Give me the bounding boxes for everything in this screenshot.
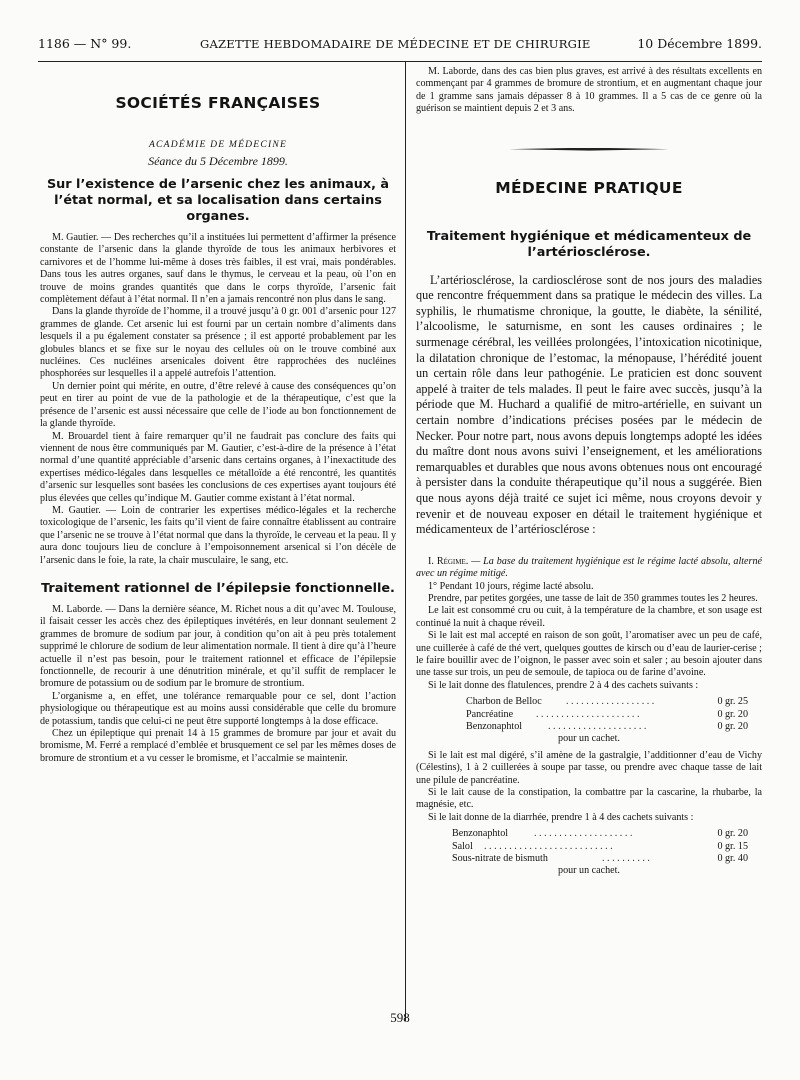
issue-number: 1186 — N° 99. [38,36,132,51]
prescription-table-flatulence [466,696,748,733]
page-number: 598 [390,1010,410,1025]
article-title-arsenic: Sur l’existence de l’arsenic chez les animaux, à l’état normal, et sa localisation dans certains organes. [46,177,390,224]
drug-name: Salol [452,840,473,852]
column-divider [405,61,406,1021]
drug-name: Benzonaphtol [452,828,509,840]
regime-text: — La base du traitement hygiénique est le régime lacté absolu, alterné avec un régime mitigé. [416,555,762,580]
paragraph: Si le lait cause de la constipation, la combattre par la cascarine, la rhubarbe, la magnésie, etc. [416,786,762,811]
article-title-epilepsie: Traitement rationnel de l’épilepsie fonctionnelle. [41,580,395,596]
drug-dose: 0 gr. 20 [717,720,748,732]
drug-dose: 0 gr. 20 [717,828,748,840]
issue-date: 10 Décembre 1899. [637,36,762,51]
prescription-row: Sous-nitrate de bismuth . . . . . . . . . . 0 gr. 40 [452,852,748,864]
article-title-arteriosclerose: Traitement hygiénique et médicamenteux de l’artériosclérose. [426,228,752,260]
right-column [416,66,762,1016]
paragraph: Dans la glande thyroïde de l’homme, il a trouvé jusqu’à 0 gr. 001 d’arsenic pour 127 grammes de glande. Cet arsenic lui est fourni par un certain nombre d’aliments dans lesquels il a pu également constater sa présence ; il est apporté probablement par les globules blancs et se fixe sur le noyau des cellules où on le trouve combiné aux nucléines. Ces nucléines arsenicales doivent être rapprochées des nucléines phosphorées sur lesquelles il a appelé autrefois l’attention. [40,306,396,380]
prescription-row: Salol . . . . . . . . . . . . . . . . . . . . . . . . . . 0 gr. 15 [452,840,748,852]
article-body-epilepsie [40,604,396,765]
regime-label: I. Régime. [428,555,469,567]
intro-paragraph: L’artériosclérose, la cardiosclérose sont de nos jours des maladies que rencontre fréquemment dans sa pratique le médecin des villes. La syphilis, le rhumatisme chronique, la goutte, le diabète, la sénilité, l’alcoolisme, le saturnisme, en sont les causes ordinaires ; le surmenage cérébral, les veillées prolongées, l’intoxication nicotinique, la dilatation chronique de l’estomac, la ménopause, l’hérédité jouent un certain rôle dans leur pathogénie. Le praticien est donc souvent appelé à traiter de tels malades. Il peut le faire avec succès, jusqu’à la période que M. Huchard a qualifié de mitro-artérielle, en suivant un certain nombre d’indications précises posées par le médecin de Necker. Pour notre part, nous avons depuis longtemps adopté les idées du maître dont nous avons suivi l’enseignement, et les améliorations remarquables et durables que nous avons obtenues nous ont encouragé à persister dans la conduite thérapeutique qu’il nous a suggérée. Bien que nous ayons déjà traité ce sujet ici même, nous croyons devoir y revenir et de nouveau exposer en détail le traitement hygiénique et médicamenteux de l’artériosclérose : [416,272,762,537]
article-body-arsenic [40,232,396,567]
paragraph: L’organisme a, en effet, une tolérance remarquable pour ce sel, dont l’action physiologique ou thérapeutique est au moins aussi considérable que celle du bromure de potassium, tandis que celui-ci ne peut être supporté longtemps à la dose efficace. [40,690,396,727]
continuation-paragraph: M. Laborde, dans des cas bien plus graves, est arrivé à des résultats excellents en commençant par 4 grammes de bromure de strontium, et en augmentant chaque jour de 1 gramme sans jamais dépasser 8 à 10 grammes. Il a 5 cas de ce genre où la guérison se maintient depuis 2 et 3 ans. [416,66,762,115]
drug-dose: 0 gr. 20 [717,708,748,720]
session-date: Séance du 5 Décembre 1899. [148,154,288,168]
drug-name: Pancréatine [466,708,514,720]
drug-dose: 0 gr. 15 [717,840,748,852]
section-title-medecine: MÉDECINE PRATIQUE [495,178,683,197]
running-header [38,36,762,56]
section-title-societes: SOCIÉTÉS FRANÇAISES [115,94,321,112]
cachet-note: pour un cachet. [558,865,620,877]
regime-paragraph [416,556,762,581]
prescription-row: Charbon de Belloc . . . . . . . . . . . . . . . . . . 0 gr. 25 [466,696,748,708]
drug-dose: 0 gr. 40 [717,852,748,864]
paragraph: Chez un épileptique qui prenait 14 à 15 grammes de bromure par jour et avait du bromisme, M. Ferré a remplacé d’emblée et brusquement ce sel par les mêmes doses de bromure de strontium et a vu cesser le bromisme, et l’accalmie se maintenir. [40,728,396,764]
journal-title: GAZETTE HEBDOMADAIRE DE MÉDECINE ET DE CHIRURGIE [200,37,591,51]
cachet-note: pour un cachet. [558,733,620,745]
paragraph: M. Gautier. — Des recherches qu’il a instituées lui permettent d’affirmer la présence constante de l’arsenic dans la glande thyroïde de tous les animaux herbivores et carnivores et de l’homme lui-même à doses très faibles, il est vrai, mais pondérables. Dans tous les autres organes, sauf dans le thymus, le cerveau et la peau, où l’on en trouve de moins grandes quantités que dans le corps thyroïde, l’arsenic fait complètement défaut à l’état normal. Il n’en a jamais rencontré non plus dans le sang. [40,232,396,306]
paragraph: M. Brouardel tient à faire remarquer qu’il ne faudrait pas conclure des faits qui viennent de nous être communiqués par M. Gautier, c’est-à-dire de la présence à l’état normal d’une quantité appréciable d’arsenic dans certains organes, à l’inexactitude des expertises médico-légales dans lesquelles ce métalloïde a été rencontré, les quantités d’arsenic sur lesquelles sont basées les conclusions de ces expertises ayant toujours été plus élevées que celles qu’indique M. Gautier comme existant à l’état normal. [40,430,396,504]
drug-name: Charbon de Belloc [466,696,542,708]
paragraph: Prendre, par petites gorgées, une tasse de lait de 350 grammes toutes les 2 heures. [428,592,758,604]
drug-name: Benzonaphtol [466,720,523,732]
paragraph: Le lait est consommé cru ou cuit, à la température de la chambre, et son usage est continué la nuit à chaque réveil. [416,605,762,629]
paragraph: 1° Pendant 10 jours, régime lacté absolu. [428,580,594,592]
prescription-row: Benzonaphtol . . . . . . . . . . . . . . . . . . . . 0 gr. 20 [466,720,748,732]
academy-heading: ACADÉMIE DE MÉDECINE [148,139,288,150]
paragraph: Si le lait est mal digéré, s’il amène de la gastralgie, l’additionner d’eau de Vichy (Célestins), 1 à 2 cuillerées à soupe par tasse, ou prendre avec chaque tasse de lait une pilule de pancréatine. [416,749,762,786]
drug-name: Sous-nitrate de bismuth [452,852,548,864]
paragraph: Si le lait donne de la diarrhée, prendre 1 à 4 des cachets suivants : [428,811,694,823]
prescription-row: Benzonaphtol . . . . . . . . . . . . . . . . . . . . 0 gr. 20 [452,828,748,840]
drug-dose: 0 gr. 25 [717,696,748,708]
paragraph: Si le lait est mal accepté en raison de son goût, l’aromatiser avec un peu de café, une cuillerée à café de thé vert, quelques gouttes de kirsch ou d’eau de laurier-cerise ; le faire bouillir avec de l’oignon, le passer avec soin et saler ; au besoin ajouter dans une tasse sur trois, un peu de semoule, de tapioca ou de farine d’avoine. [416,630,762,679]
prescription-row: Pancréatine . . . . . . . . . . . . . . . . . . . . . 0 gr. 20 [466,708,748,720]
paragraph: Si le lait donne des flatulences, prendre 2 à 4 des cachets suivants : [428,679,699,691]
paragraph: M. Gautier. — Loin de contrarier les expertises médico-légales et la recherche toxicologique de l’arsenic, les faits qu’il vient de faire connaître établissent au contraire que l’arsenic ne se trouve à l’état normal que dans la thyroïde, le cerveau et la peau. Il y aura donc toujours lieu de conclure à l’empoisonnement arsenical si l’on décèle de l’arsenic dans le foie, la rate, la chair musculaire, le sang, etc. [40,504,396,566]
prescription-table-diarrhee [452,828,748,865]
paragraph: M. Laborde. — Dans la dernière séance, M. Richet nous a dit qu’avec M. Toulouse, il faisait cesser les accès chez des épileptiques invétérés, en leur donnant seulement 2 grammes de bromure de sodium par jour, à condition qu’on ait à peu près totalement supprimé le chlorure de sodium de leur alimentation normale. Il tient à dire qu’à l’heure actuelle il n’est pas besoin, pour le traitement rationnel et efficace de l’épilepsie fonctionnelle, de recourir à une dénutrition minérale, et qu’il suffit de remplacer le bromure de potassium ou de sodium par le bromure de strontium. [40,603,396,690]
header-rule [38,61,762,62]
paragraph: Un dernier point qui mérite, en outre, d’être relevé à cause des conséquences qu’on peut en tirer au point de vue de la pathologie et de la thérapeutique, c’est que la présence de l’arsenic est aussi nécessaire que celle de l’iode au bon fonctionnement de la glande thyroïde. [40,380,396,430]
left-column [40,66,396,1016]
